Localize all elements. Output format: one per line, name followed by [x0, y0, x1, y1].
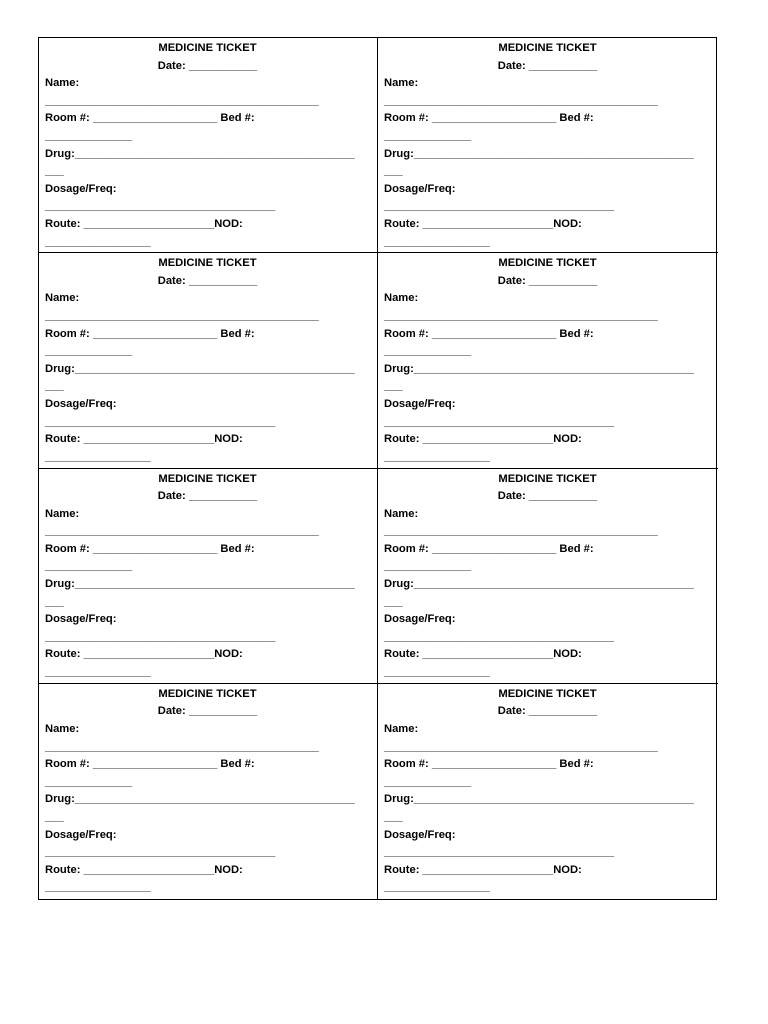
drug-overflow-blank: ___ — [45, 165, 64, 178]
ticket-title: MEDICINE TICKET — [498, 472, 597, 485]
dosage-blank: _____________________________________ — [384, 846, 615, 859]
room-bed-field: Room #: ____________________ Bed #: — [384, 327, 594, 340]
drug-field: Drug:_____________________________________________ — [45, 147, 355, 160]
medicine-ticket — [39, 684, 378, 899]
drug-overflow-blank: ___ — [45, 810, 64, 823]
date-field: Date: ___________ — [157, 705, 258, 718]
drug-overflow-blank: ___ — [45, 380, 64, 393]
dosage-blank: _____________________________________ — [45, 630, 276, 643]
ticket-title: MEDICINE TICKET — [158, 472, 257, 485]
route-nod-field: Route: _____________________NOD: — [384, 863, 582, 876]
ticket-title: MEDICINE TICKET — [498, 42, 597, 54]
dosage-blank: _____________________________________ — [45, 415, 276, 428]
name-blank: ____________________________________________ — [384, 525, 658, 538]
route-nod-field: Route: _____________________NOD: — [384, 433, 582, 446]
medicine-ticket — [39, 38, 378, 253]
bed-blank: ______________ — [45, 775, 133, 788]
ticket-title: MEDICINE TICKET — [498, 687, 597, 700]
bed-blank: ______________ — [384, 775, 472, 788]
room-bed-field: Room #: ____________________ Bed #: — [384, 112, 594, 125]
room-bed-field: Room #: ____________________ Bed #: — [45, 758, 255, 771]
room-bed-field: Room #: ____________________ Bed #: — [45, 542, 255, 555]
drug-field: Drug:_____________________________________________ — [45, 578, 355, 591]
name-label: Name: — [45, 292, 80, 305]
nod-blank: _________________ — [384, 235, 490, 248]
name-blank: ____________________________________________ — [45, 525, 319, 538]
name-blank: ____________________________________________ — [45, 94, 319, 107]
drug-overflow-blank: ___ — [384, 380, 403, 393]
date-field: Date: ___________ — [157, 274, 258, 287]
nod-blank: _________________ — [45, 881, 151, 894]
drug-field: Drug:_____________________________________________ — [384, 362, 694, 375]
dosage-blank: _____________________________________ — [45, 200, 276, 213]
ticket-sheet — [38, 37, 717, 900]
nod-blank: _________________ — [384, 666, 490, 679]
medicine-ticket — [378, 469, 718, 684]
name-blank: ____________________________________________ — [384, 94, 658, 107]
ticket-title: MEDICINE TICKET — [498, 257, 597, 270]
drug-field: Drug:_____________________________________________ — [384, 147, 694, 160]
name-blank: ____________________________________________ — [45, 310, 319, 323]
medicine-ticket — [378, 38, 718, 253]
drug-field: Drug:_____________________________________________ — [384, 793, 694, 806]
dosage-label: Dosage/Freq: — [45, 828, 117, 841]
date-field: Date: ___________ — [157, 59, 258, 72]
medicine-ticket — [378, 684, 718, 899]
room-bed-field: Room #: ____________________ Bed #: — [384, 758, 594, 771]
bed-blank: ______________ — [384, 560, 472, 573]
drug-overflow-blank: ___ — [45, 595, 64, 608]
name-label: Name: — [45, 722, 80, 735]
dosage-label: Dosage/Freq: — [384, 182, 456, 195]
ticket-title: MEDICINE TICKET — [158, 42, 257, 54]
drug-overflow-blank: ___ — [384, 165, 403, 178]
name-label: Name: — [45, 507, 80, 520]
date-field: Date: ___________ — [497, 705, 598, 718]
dosage-blank: _____________________________________ — [384, 415, 615, 428]
dosage-label: Dosage/Freq: — [384, 613, 456, 626]
route-nod-field: Route: _____________________NOD: — [45, 648, 243, 661]
name-label: Name: — [384, 292, 419, 305]
bed-blank: ______________ — [384, 345, 472, 358]
name-label: Name: — [45, 77, 80, 90]
dosage-blank: _____________________________________ — [45, 846, 276, 859]
date-field: Date: ___________ — [497, 274, 598, 287]
medicine-ticket — [378, 253, 718, 468]
bed-blank: ______________ — [45, 560, 133, 573]
nod-blank: _________________ — [45, 450, 151, 463]
bed-blank: ______________ — [45, 129, 133, 142]
dosage-label: Dosage/Freq: — [384, 398, 456, 410]
nod-blank: _________________ — [45, 235, 151, 248]
name-blank: ____________________________________________ — [45, 740, 319, 753]
nod-blank: _________________ — [45, 666, 151, 679]
dosage-label: Dosage/Freq: — [45, 182, 117, 195]
route-nod-field: Route: _____________________NOD: — [384, 648, 582, 661]
room-bed-field: Room #: ____________________ Bed #: — [384, 542, 594, 555]
medicine-ticket — [39, 253, 378, 468]
ticket-title: MEDICINE TICKET — [158, 257, 257, 270]
room-bed-field: Room #: ____________________ Bed #: — [45, 112, 255, 125]
dosage-blank: _____________________________________ — [384, 630, 615, 643]
route-nod-field: Route: _____________________NOD: — [384, 217, 582, 230]
name-blank: ____________________________________________ — [384, 740, 658, 753]
name-label: Name: — [384, 722, 419, 735]
drug-overflow-blank: ___ — [384, 595, 403, 608]
date-field: Date: ___________ — [497, 490, 598, 503]
drug-field: Drug:_____________________________________________ — [384, 578, 694, 591]
date-field: Date: ___________ — [157, 490, 258, 503]
name-label: Name: — [384, 77, 419, 90]
drug-field: Drug:_____________________________________________ — [45, 362, 355, 375]
bed-blank: ______________ — [384, 129, 472, 142]
route-nod-field: Route: _____________________NOD: — [45, 863, 243, 876]
dosage-blank: _____________________________________ — [384, 200, 615, 213]
route-nod-field: Route: _____________________NOD: — [45, 433, 243, 446]
dosage-label: Dosage/Freq: — [45, 613, 117, 626]
ticket-title: MEDICINE TICKET — [158, 687, 257, 700]
drug-overflow-blank: ___ — [384, 810, 403, 823]
name-blank: ____________________________________________ — [384, 310, 658, 323]
name-label: Name: — [384, 507, 419, 520]
nod-blank: _________________ — [384, 450, 490, 463]
bed-blank: ______________ — [45, 345, 133, 358]
date-field: Date: ___________ — [497, 59, 598, 72]
medicine-ticket — [39, 469, 378, 684]
dosage-label: Dosage/Freq: — [384, 828, 456, 841]
nod-blank: _________________ — [384, 881, 490, 894]
route-nod-field: Route: _____________________NOD: — [45, 217, 243, 230]
dosage-label: Dosage/Freq: — [45, 398, 117, 410]
room-bed-field: Room #: ____________________ Bed #: — [45, 327, 255, 340]
drug-field: Drug:_____________________________________________ — [45, 793, 355, 806]
